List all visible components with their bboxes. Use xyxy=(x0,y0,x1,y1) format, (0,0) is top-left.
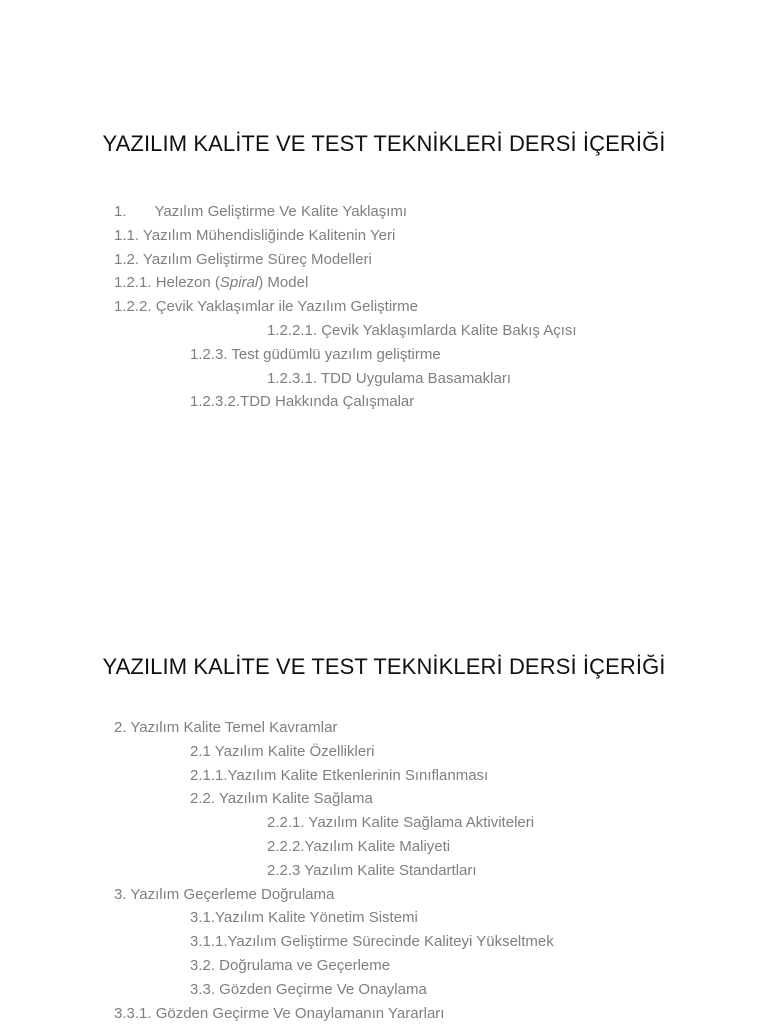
toc-item: 1.2. Yazılım Geliştirme Süreç Modelleri xyxy=(114,250,372,268)
toc-item-text: Yazılım Geliştirme Ve Kalite Yaklaşımı xyxy=(154,203,408,220)
toc-item: 2.2.3 Yazılım Kalite Standartları xyxy=(267,861,477,879)
slide-title: YAZILIM KALİTE VE TEST TEKNİKLERİ DERSİ İÇERİĞİ xyxy=(102,131,666,156)
toc-item: 3.3.1. Gözden Geçirme Ve Onaylamanın Yararları xyxy=(114,1004,445,1022)
table-of-contents xyxy=(0,201,768,415)
table-of-contents xyxy=(0,717,768,1026)
toc-item: 2.1 Yazılım Kalite Özellikleri xyxy=(190,742,375,760)
toc-item: 1.2.2.1. Çevik Yaklaşımlarda Kalite Bakış Açısı xyxy=(267,321,577,339)
toc-item-number: 1. xyxy=(114,203,127,220)
toc-item: 2.2.2.Yazılım Kalite Maliyeti xyxy=(267,837,451,855)
toc-item: 2.1.1.Yazılım Kalite Etkenlerinin Sınıflanması xyxy=(190,766,489,784)
toc-item: 3.2. Doğrulama ve Geçerleme xyxy=(190,956,391,974)
toc-item: 2.2. Yazılım Kalite Sağlama xyxy=(190,790,373,808)
toc-item: 3.1.Yazılım Kalite Yönetim Sistemi xyxy=(190,909,418,927)
toc-item: 3. Yazılım Geçerleme Doğrulama xyxy=(114,885,335,903)
toc-item: 1.2.3. Test güdümlü yazılım geliştirme xyxy=(190,345,441,363)
toc-item xyxy=(0,201,768,225)
toc-item: 1.2.3.2.TDD Hakkında Çalışmalar xyxy=(190,393,415,411)
toc-item xyxy=(0,272,768,296)
toc-item-italic-text: Spiral xyxy=(219,274,259,292)
toc-item: 3.1.1.Yazılım Geliştirme Sürecinde Kaliteyi Yükseltmek xyxy=(190,933,554,951)
toc-item: 1.2.2. Çevik Yaklaşımlar ile Yazılım Geliştirme xyxy=(114,298,418,316)
toc-item: 1.2.3.1. TDD Uygulama Basamakları xyxy=(267,369,511,387)
slide-2 xyxy=(0,520,768,1024)
slide-title: YAZILIM KALİTE VE TEST TEKNİKLERİ DERSİ İÇERİĞİ xyxy=(102,654,666,679)
toc-item: 2.2.1. Yazılım Kalite Sağlama Aktiviteleri xyxy=(267,814,535,832)
toc-item: 2. Yazılım Kalite Temel Kavramlar xyxy=(114,719,338,736)
toc-item: 1.1. Yazılım Mühendisliğinde Kalitenin Yeri xyxy=(114,226,396,244)
toc-item-text: ) Model xyxy=(258,274,309,292)
toc-item: 3.3. Gözden Geçirme Ve Onaylama xyxy=(190,980,427,998)
toc-item-text: 1.2.1. Helezon ( xyxy=(114,274,220,292)
